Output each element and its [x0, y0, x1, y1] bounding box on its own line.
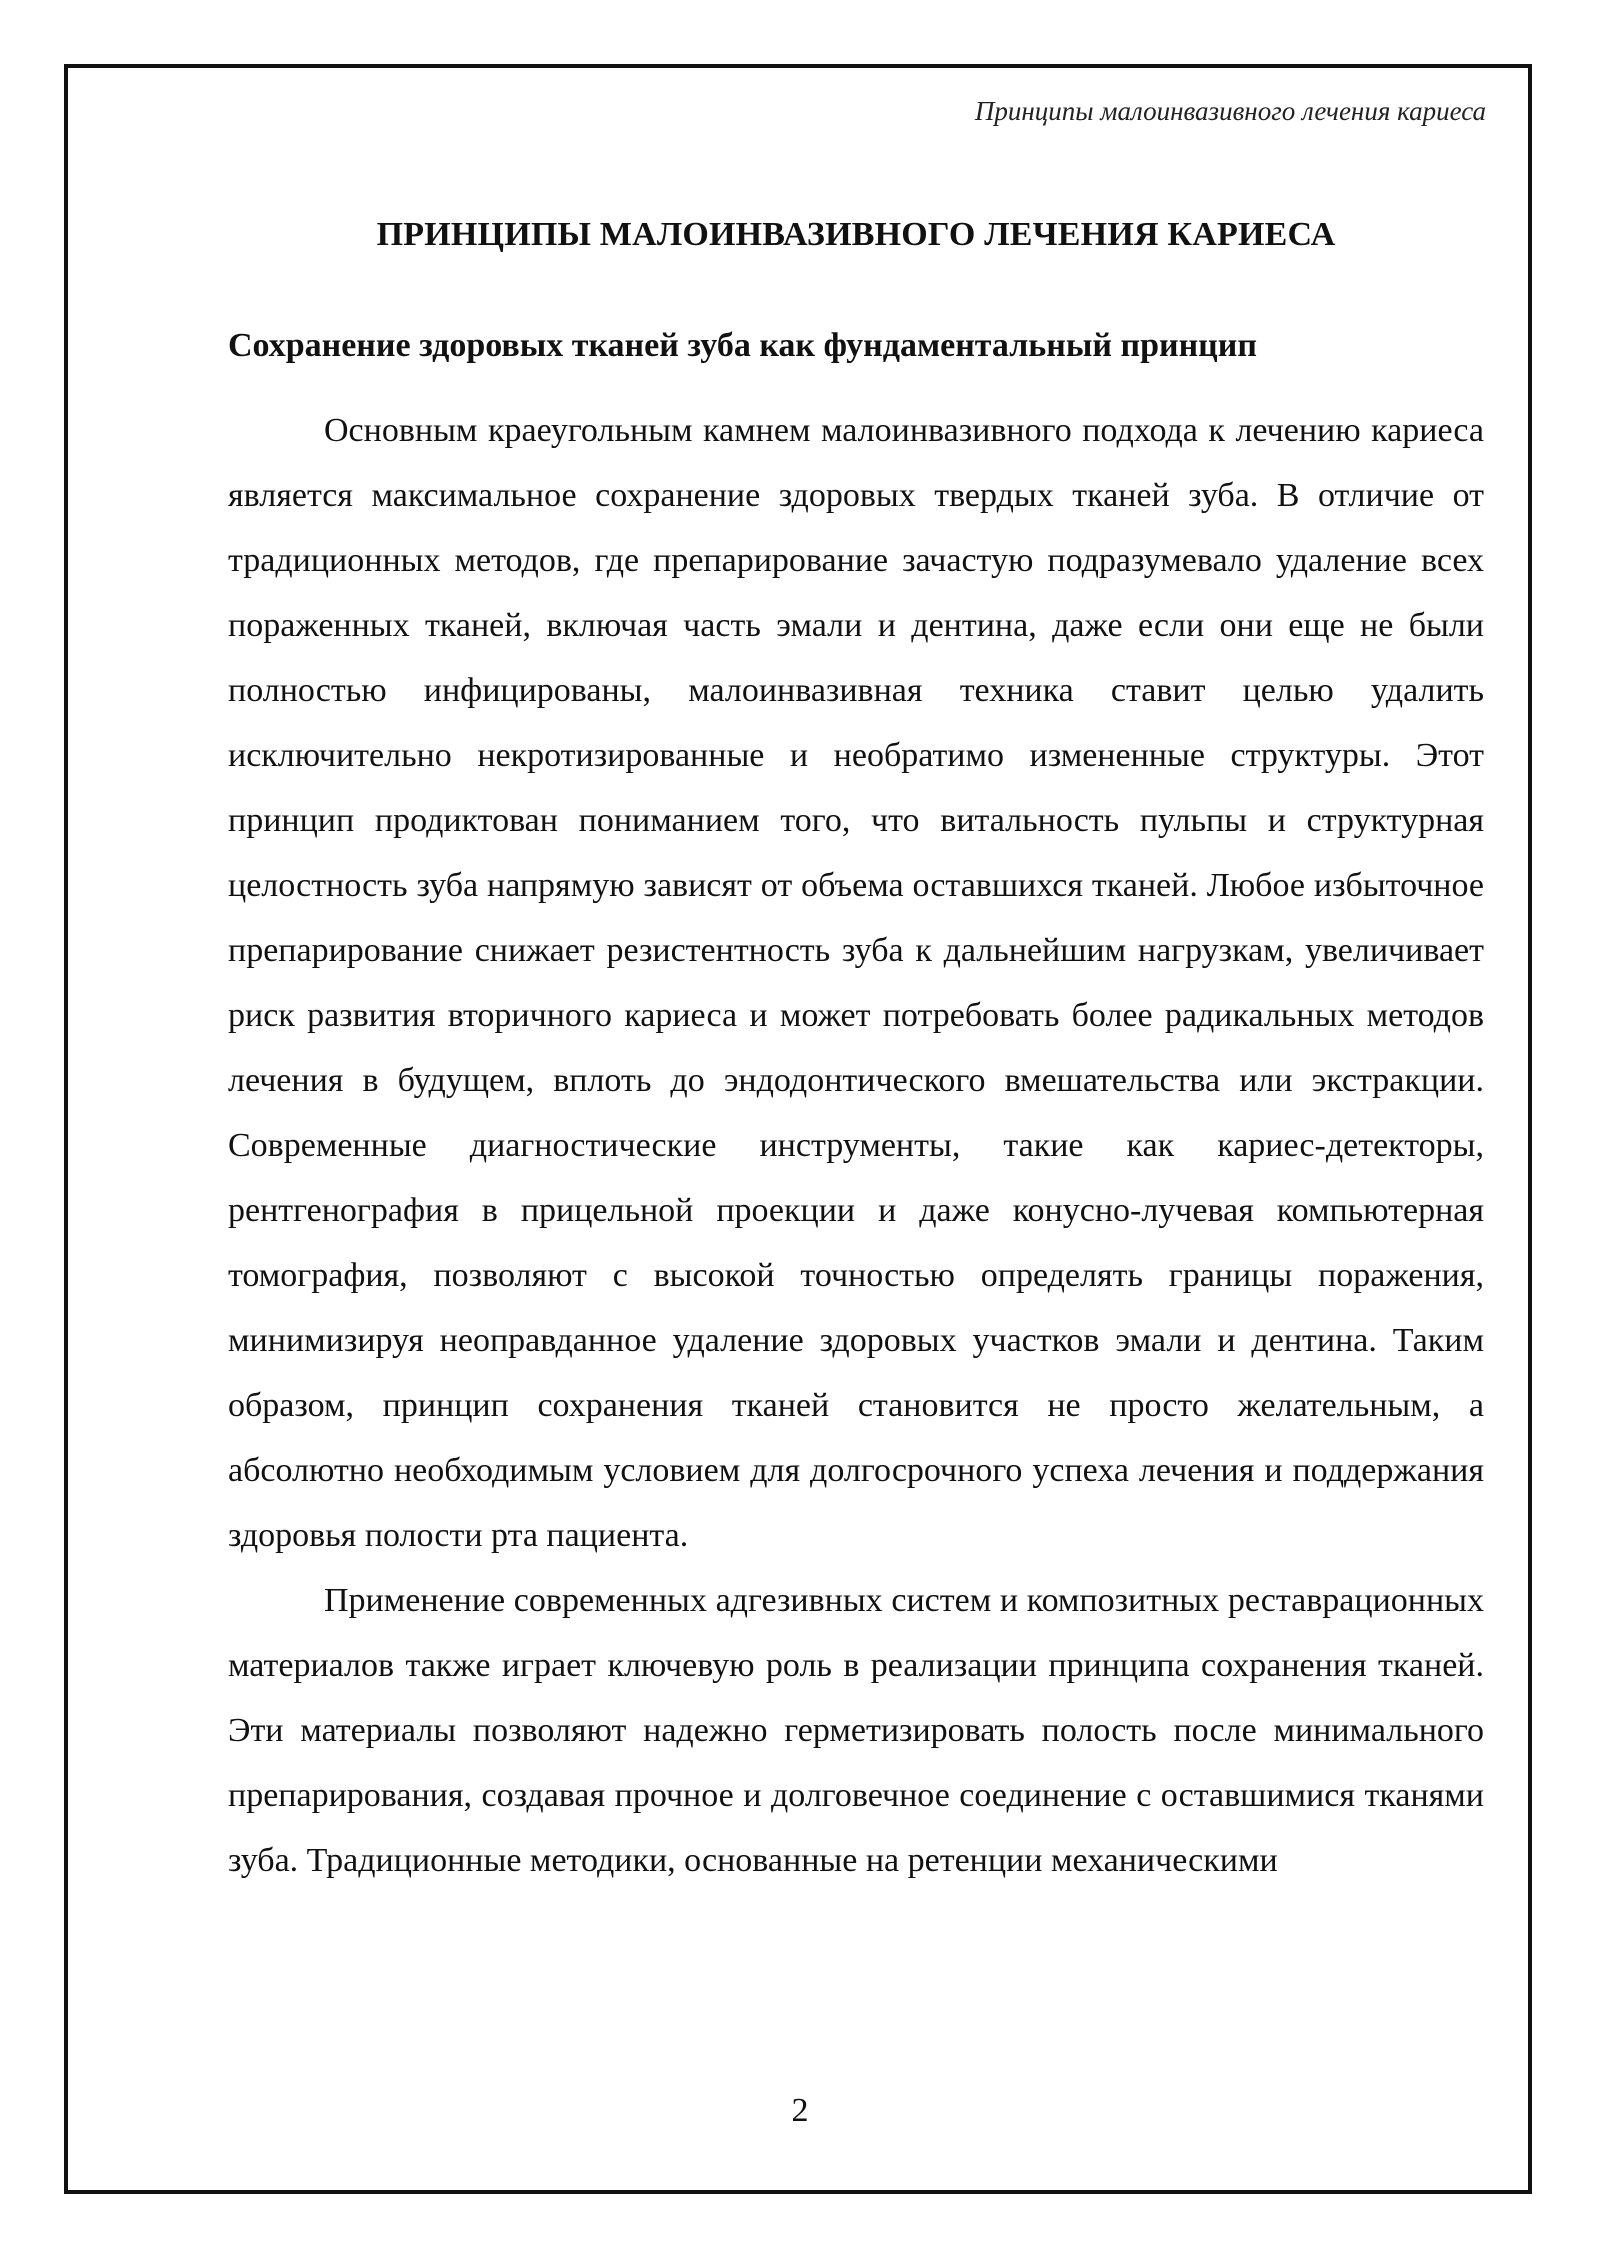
paragraph-2: Применение современных адгезивных систем и композитных реставрационных материалов также играет ключевую роль в реализации принципа сохранения тканей. Эти материалы позволяют надежно герметизировать полость после минимального препарирования, создавая прочное и долговечное соединение с оставшимися тканями зуба. Традиционные методики, основанные на ретенции механическими	[228, 1582, 1484, 1879]
running-header: Принципы малоинвазивного лечения кариеса	[974, 96, 1486, 126]
body-text	[228, 398, 1484, 1893]
page-number: 2	[791, 2092, 809, 2129]
paragraph-1: Основным краеугольным камнем малоинвазивного подхода к лечению кариеса является максимальное сохранение здоровых твердых тканей зуба. В отличие от традиционных методов, где препарирование зачастую подразумевало удаление всех пораженных тканей, включая часть эмали и дентина, даже если они еще не были полностью инфицированы, малоинвазивная техника ставит целью удалить исключительно некротизированные и необратимо измененные структуры. Этот принцип продиктован пониманием того, что витальность пульпы и структурная целостность зуба напрямую зависят от объема оставшихся тканей. Любое избыточное препарирование снижает резистентность зуба к дальнейшим нагрузкам, увеличивает риск развития вторичного кариеса и может потребовать более радикальных методов лечения в будущем, вплоть до эндодонтического вмешательства или экстракции. Современные диагностические инструменты, такие как кариес-детекторы, рентгенография в прицельной проекции и даже конусно-лучевая компьютерная томография, позволяют с высокой точностью определять границы поражения, минимизируя неоправданное удаление здоровых участков эмали и дентина. Таким образом, принцип сохранения тканей становится не просто желательным, а абсолютно необходимым условием для долгосрочного успеха лечения и поддержания здоровья полости рта пациента.	[228, 412, 1484, 1554]
document-title: ПРИНЦИПЫ МАЛОИНВАЗИВНОГО ЛЕЧЕНИЯ КАРИЕСА	[376, 216, 1336, 253]
section-heading: Сохранение здоровых тканей зуба как фундаментальный принцип	[228, 327, 1257, 364]
